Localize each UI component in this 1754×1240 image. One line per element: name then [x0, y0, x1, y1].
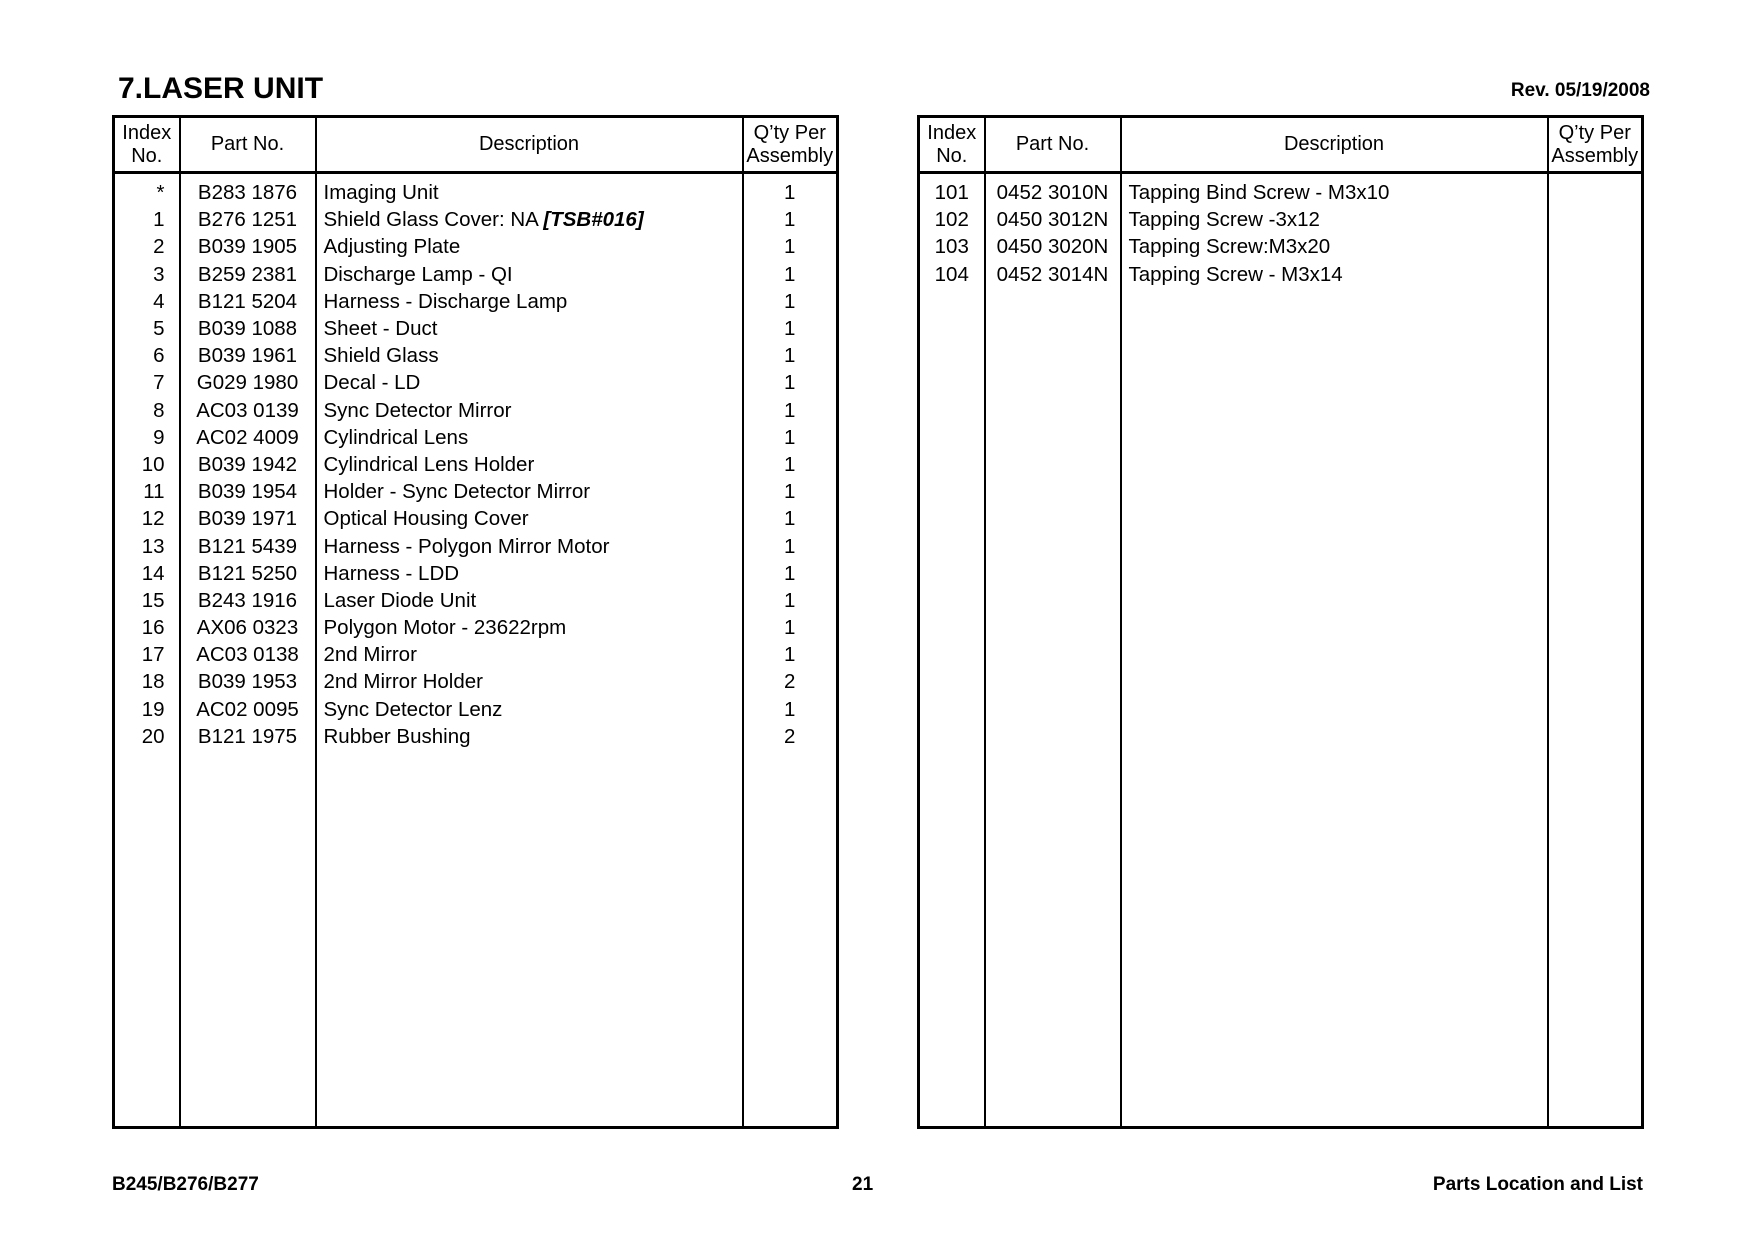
- table-row: [114, 532, 838, 559]
- table-row: [114, 668, 838, 695]
- description-text: Holder - Sync Detector Mirror: [323, 480, 591, 504]
- cell-qty: [1548, 261, 1643, 288]
- cell-index: 102: [919, 206, 985, 233]
- filler-cell: [1548, 288, 1643, 1128]
- cell-qty: 1: [743, 696, 838, 723]
- cell-index: 20: [114, 723, 180, 750]
- footer-models: B245/B276/B277: [112, 1174, 259, 1195]
- table-row: [114, 505, 838, 532]
- table-filler-row: [114, 750, 838, 1128]
- cell-qty: 2: [743, 723, 838, 750]
- table-filler-row: [919, 288, 1643, 1128]
- cell-index: 4: [114, 288, 180, 315]
- table-row: [114, 206, 838, 233]
- cell-description: [316, 342, 743, 369]
- table-header-row: [919, 117, 1643, 173]
- cell-qty: 1: [743, 397, 838, 424]
- cell-qty: [1548, 206, 1643, 233]
- description-text: Cylindrical Lens: [323, 425, 469, 449]
- cell-index: 5: [114, 315, 180, 342]
- table-row: [114, 614, 838, 641]
- header-qty: Q’ty Per Assembly: [743, 117, 838, 173]
- description-text: 2nd Mirror: [323, 643, 417, 667]
- cell-qty: 1: [743, 451, 838, 478]
- cell-qty: 1: [743, 369, 838, 396]
- cell-description: [316, 696, 743, 723]
- table-row: [114, 587, 838, 614]
- cell-index: 8: [114, 397, 180, 424]
- description-text: Harness - Discharge Lamp: [323, 289, 568, 313]
- cell-index: 12: [114, 505, 180, 532]
- cell-part-no: B039 1953: [180, 668, 316, 695]
- cell-index: 104: [919, 261, 985, 288]
- cell-qty: 1: [743, 641, 838, 668]
- parts-table-right-body: [919, 173, 1643, 1128]
- table-row: [919, 261, 1643, 288]
- cell-index: 17: [114, 641, 180, 668]
- header-part-no: Part No.: [180, 117, 316, 173]
- table-row: [114, 723, 838, 750]
- cell-description: [1121, 261, 1548, 288]
- table-row: [114, 478, 838, 505]
- header-description: Description: [316, 117, 743, 173]
- description-text: Sheet - Duct: [323, 317, 438, 341]
- cell-part-no: B121 1975: [180, 723, 316, 750]
- table-row: [114, 261, 838, 288]
- filler-cell: [919, 288, 985, 1128]
- description-text: Adjusting Plate: [323, 235, 461, 259]
- cell-index: 19: [114, 696, 180, 723]
- cell-qty: 2: [743, 668, 838, 695]
- filler-cell: [985, 288, 1121, 1128]
- table-row: [114, 451, 838, 478]
- cell-part-no: AC02 4009: [180, 424, 316, 451]
- cell-part-no: AC03 0139: [180, 397, 316, 424]
- description-text: Sync Detector Lenz: [323, 697, 503, 721]
- description-text: Discharge Lamp - QI: [323, 262, 513, 286]
- cell-description: [316, 451, 743, 478]
- description-text: Polygon Motor - 23622rpm: [323, 616, 567, 640]
- cell-description: [316, 532, 743, 559]
- description-text: Tapping Screw -3x12: [1128, 208, 1320, 232]
- cell-index: 2: [114, 233, 180, 260]
- cell-index: 9: [114, 424, 180, 451]
- filler-cell: [743, 750, 838, 1128]
- cell-index: 1: [114, 206, 180, 233]
- cell-description: [316, 723, 743, 750]
- cell-qty: 1: [743, 505, 838, 532]
- cell-part-no: B283 1876: [180, 173, 316, 207]
- table-row: [114, 173, 838, 207]
- table-row: [114, 369, 838, 396]
- description-text: Harness - Polygon Mirror Motor: [323, 534, 610, 558]
- cell-qty: 1: [743, 587, 838, 614]
- cell-description: [316, 614, 743, 641]
- table-row: [114, 233, 838, 260]
- cell-index: 6: [114, 342, 180, 369]
- cell-part-no: AX06 0323: [180, 614, 316, 641]
- description-text: Decal - LD: [323, 371, 421, 395]
- description-text: 2nd Mirror Holder: [323, 670, 483, 694]
- cell-qty: 1: [743, 478, 838, 505]
- cell-qty: 1: [743, 532, 838, 559]
- description-text: Cylindrical Lens Holder: [323, 452, 535, 476]
- cell-qty: 1: [743, 173, 838, 207]
- cell-description: [316, 641, 743, 668]
- table-row: [114, 397, 838, 424]
- header-part-no: Part No.: [985, 117, 1121, 173]
- cell-index: 16: [114, 614, 180, 641]
- cell-description: [316, 288, 743, 315]
- table-header-row: [114, 117, 838, 173]
- footer-page-number: 21: [852, 1174, 874, 1195]
- cell-part-no: B259 2381: [180, 261, 316, 288]
- cell-part-no: 0452 3010N: [985, 173, 1121, 207]
- cell-index: 3: [114, 261, 180, 288]
- cell-part-no: B039 1971: [180, 505, 316, 532]
- header-description: Description: [1121, 117, 1548, 173]
- description-text: Rubber Bushing: [323, 724, 471, 748]
- table-row: [114, 696, 838, 723]
- cell-description: [316, 206, 743, 233]
- description-text: Shield Glass: [323, 344, 439, 368]
- cell-index: 103: [919, 233, 985, 260]
- cell-part-no: B039 1961: [180, 342, 316, 369]
- cell-index: 11: [114, 478, 180, 505]
- cell-qty: 1: [743, 424, 838, 451]
- revision-date: Rev. 05/19/2008: [1510, 80, 1650, 101]
- cell-part-no: B121 5250: [180, 560, 316, 587]
- table-row: [919, 206, 1643, 233]
- footer-section: Parts Location and List: [1432, 1174, 1643, 1195]
- cell-qty: 1: [743, 614, 838, 641]
- parts-table-right: [917, 115, 1644, 1129]
- table-row: [919, 233, 1643, 260]
- cell-description: [316, 587, 743, 614]
- cell-index: 13: [114, 532, 180, 559]
- description-text: Imaging Unit: [323, 181, 439, 205]
- cell-description: [316, 424, 743, 451]
- cell-part-no: B039 1905: [180, 233, 316, 260]
- description-text: Laser Diode Unit: [323, 588, 477, 612]
- cell-description: [316, 668, 743, 695]
- cell-description: [1121, 233, 1548, 260]
- cell-description: [316, 478, 743, 505]
- cell-part-no: G029 1980: [180, 369, 316, 396]
- cell-qty: 1: [743, 315, 838, 342]
- cell-qty: [1548, 173, 1643, 207]
- cell-part-no: AC03 0138: [180, 641, 316, 668]
- cell-part-no: B039 1942: [180, 451, 316, 478]
- filler-cell: [1121, 288, 1548, 1128]
- description-text: Tapping Bind Screw - M3x10: [1128, 181, 1390, 205]
- cell-part-no: B121 5439: [180, 532, 316, 559]
- cell-part-no: 0450 3020N: [985, 233, 1121, 260]
- header-qty: Q’ty Per Assembly: [1548, 117, 1643, 173]
- cell-index: 18: [114, 668, 180, 695]
- cell-description: [316, 233, 743, 260]
- cell-description: [316, 261, 743, 288]
- table-row: [114, 560, 838, 587]
- cell-qty: 1: [743, 288, 838, 315]
- cell-index: *: [114, 173, 180, 207]
- cell-index: 14: [114, 560, 180, 587]
- tsb-note: [TSB#016]: [543, 208, 644, 232]
- cell-qty: 1: [743, 233, 838, 260]
- cell-qty: 1: [743, 342, 838, 369]
- description-text: Harness - LDD: [323, 561, 460, 585]
- cell-part-no: B243 1916: [180, 587, 316, 614]
- header-index: Index No.: [919, 117, 985, 173]
- cell-part-no: AC02 0095: [180, 696, 316, 723]
- description-text: Shield Glass Cover: NA: [323, 208, 544, 232]
- parts-table-left: [112, 115, 839, 1129]
- cell-description: [316, 560, 743, 587]
- cell-description: [1121, 173, 1548, 207]
- table-row: [919, 173, 1643, 207]
- description-text: Tapping Screw:M3x20: [1128, 235, 1331, 259]
- cell-description: [316, 173, 743, 207]
- cell-description: [1121, 206, 1548, 233]
- description-text: Tapping Screw - M3x14: [1128, 262, 1343, 286]
- table-row: [114, 342, 838, 369]
- filler-cell: [180, 750, 316, 1128]
- cell-part-no: B039 1954: [180, 478, 316, 505]
- cell-part-no: 0452 3014N: [985, 261, 1121, 288]
- cell-qty: 1: [743, 560, 838, 587]
- cell-qty: 1: [743, 261, 838, 288]
- parts-table-left-body: [114, 173, 838, 1128]
- filler-cell: [114, 750, 180, 1128]
- cell-part-no: B276 1251: [180, 206, 316, 233]
- table-row: [114, 315, 838, 342]
- description-text: Sync Detector Mirror: [323, 398, 512, 422]
- cell-index: 10: [114, 451, 180, 478]
- cell-part-no: 0450 3012N: [985, 206, 1121, 233]
- cell-description: [316, 397, 743, 424]
- cell-description: [316, 315, 743, 342]
- table-row: [114, 288, 838, 315]
- header-index: Index No.: [114, 117, 180, 173]
- filler-cell: [316, 750, 743, 1128]
- cell-description: [316, 369, 743, 396]
- cell-index: 7: [114, 369, 180, 396]
- cell-index: 101: [919, 173, 985, 207]
- cell-description: [316, 505, 743, 532]
- cell-part-no: B039 1088: [180, 315, 316, 342]
- description-text: Optical Housing Cover: [323, 507, 529, 531]
- cell-part-no: B121 5204: [180, 288, 316, 315]
- table-row: [114, 424, 838, 451]
- cell-qty: 1: [743, 206, 838, 233]
- table-row: [114, 641, 838, 668]
- cell-index: 15: [114, 587, 180, 614]
- cell-qty: [1548, 233, 1643, 260]
- page-title: 7.LASER UNIT: [118, 72, 324, 105]
